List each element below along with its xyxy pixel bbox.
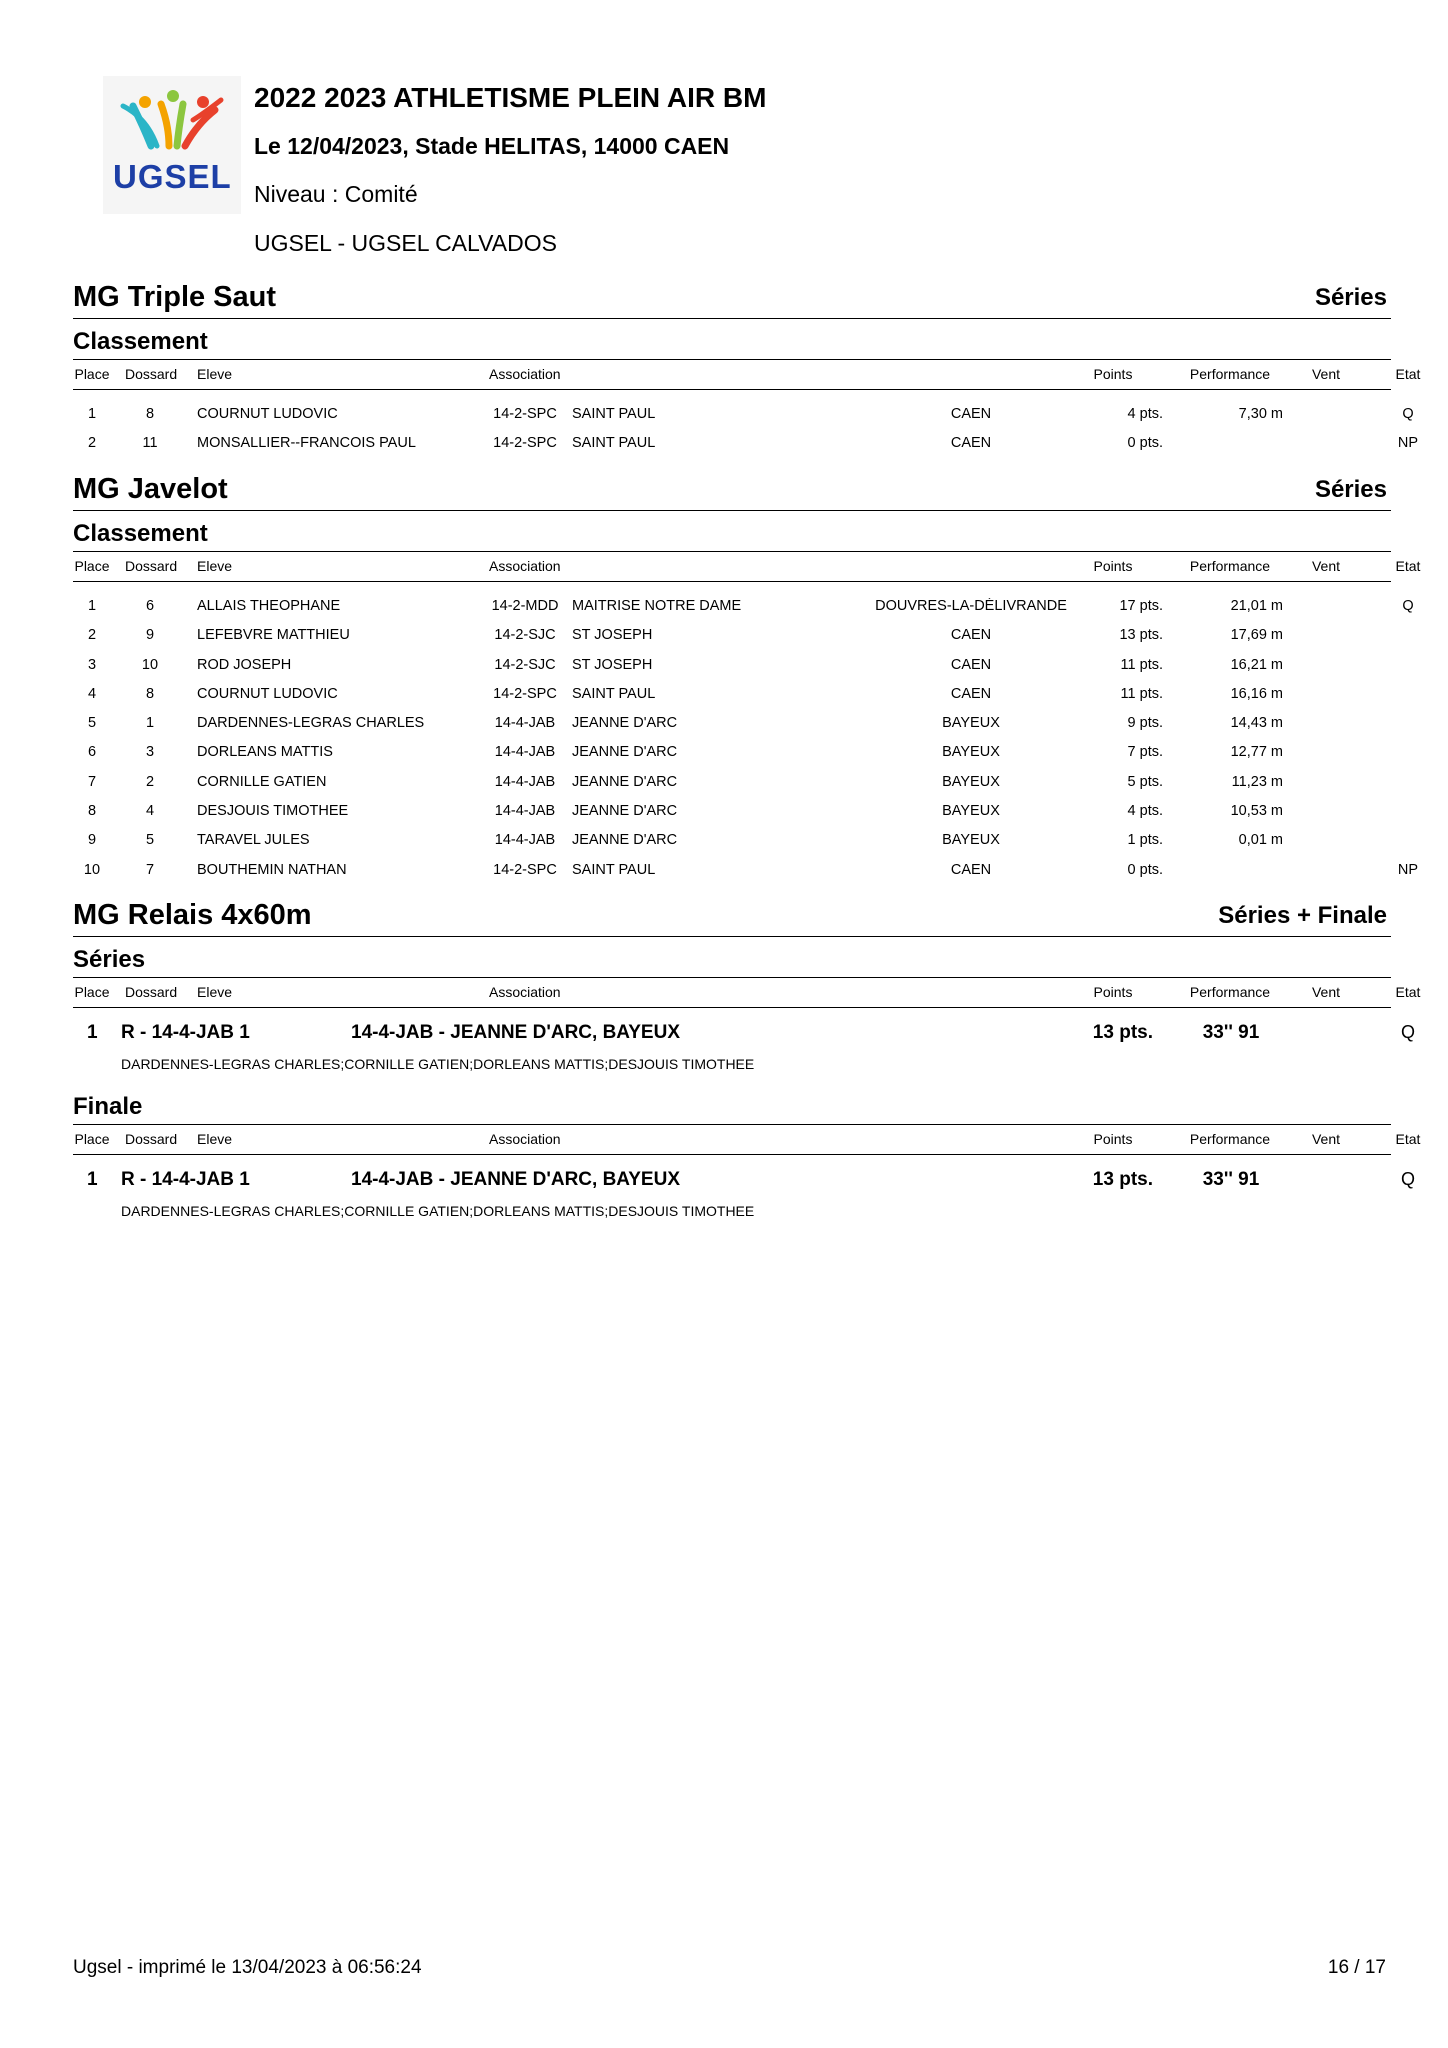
col-eleve: Eleve: [197, 558, 233, 574]
points-cell: 13 pts.: [1119, 627, 1163, 644]
points-cell: 4 pts.: [1127, 803, 1163, 820]
athlete-name-cell: COURNUT LUDOVIC: [197, 685, 338, 702]
event-header: [73, 470, 1391, 511]
result-row: [73, 768, 1391, 797]
col-dossard: Dossard: [125, 558, 178, 574]
col-performance: Performance: [1189, 558, 1271, 574]
dossard-cell: 7: [145, 861, 155, 878]
ugsel-logo: [103, 76, 241, 214]
col-points: Points: [1093, 366, 1133, 382]
athlete-name-cell: DORLEANS MATTIS: [197, 744, 333, 761]
place-cell: 8: [87, 803, 97, 820]
points-cell: 7 pts.: [1127, 744, 1163, 761]
dossard-cell: 6: [145, 598, 155, 614]
athlete-name-cell: ROD JOSEPH: [197, 656, 292, 673]
dossard-cell: 4: [145, 803, 155, 820]
points-cell: 11 pts.: [1120, 656, 1163, 673]
points-cell: 4 pts.: [1127, 406, 1163, 422]
athlete-name-cell: DARDENNES-LEGRAS CHARLES: [197, 715, 425, 732]
place-cell: 7: [87, 773, 97, 790]
col-etat: Etat: [1395, 366, 1421, 382]
performance-cell: 12,77 m: [1230, 744, 1283, 761]
logo-wordmark: UGSEL: [113, 158, 232, 195]
relay-points: 13 pts.: [1092, 1169, 1153, 1190]
column-headers: [73, 1125, 1421, 1155]
result-row: [73, 400, 1414, 429]
event-title: MG Relais 4x60m: [73, 899, 312, 931]
result-row: [73, 429, 1419, 458]
performance-cell: 10,53 m: [1230, 803, 1283, 820]
document-title: 2022 2023 ATHLETISME PLEIN AIR BM: [254, 82, 767, 113]
col-eleve: Eleve: [197, 984, 233, 1000]
dossard-cell: 8: [145, 685, 155, 702]
result-row: [73, 592, 1414, 621]
relay-members: DARDENNES-LEGRAS CHARLES;CORNILLE GATIEN;DORLEANS MATTIS;DESJOUIS TIMOTHEE: [121, 1203, 755, 1219]
results-list: [73, 582, 1419, 885]
col-performance: Performance: [1189, 1131, 1271, 1147]
round-title: Finale: [73, 1093, 143, 1120]
athlete-name-cell: DESJOUIS TIMOTHEE: [197, 803, 349, 820]
athlete-name-cell: LEFEBVRE MATTHIEU: [197, 627, 350, 644]
dossard-cell: 2: [145, 773, 155, 790]
athlete-name-cell: TARAVEL JULES: [197, 832, 310, 849]
city-cell: CAEN: [950, 435, 992, 452]
school-name-cell: JEANNE D'ARC: [572, 715, 678, 732]
place-cell: 10: [83, 861, 101, 878]
city-cell: BAYEUX: [942, 832, 1000, 849]
col-vent: Vent: [1311, 366, 1341, 382]
round-header: [73, 943, 1391, 978]
city-cell: CAEN: [950, 861, 992, 878]
col-vent: Vent: [1311, 558, 1341, 574]
performance-cell: 16,16 m: [1230, 685, 1283, 702]
event-round-type: Séries + Finale: [1218, 902, 1387, 929]
event-round-type: Séries: [1314, 476, 1387, 503]
col-vent: Vent: [1311, 1131, 1341, 1147]
result-row: [73, 621, 1391, 650]
place-cell: 1: [87, 406, 97, 422]
relay-place: 1: [87, 1169, 98, 1190]
school-code-cell: 14-4-JAB: [494, 715, 556, 732]
col-association: Association: [489, 366, 561, 382]
dossard-cell: 9: [145, 627, 155, 644]
etat-cell: NP: [1397, 861, 1419, 878]
page-number: 16 / 17: [1327, 1957, 1386, 1978]
etat-cell: NP: [1397, 435, 1419, 452]
relay-etat: Q: [1400, 1169, 1415, 1189]
school-name-cell: MAITRISE NOTRE DAME: [572, 598, 742, 614]
col-points: Points: [1093, 984, 1133, 1000]
school-name-cell: JEANNE D'ARC: [572, 744, 678, 761]
school-code-cell: 14-2-SPC: [493, 406, 557, 422]
city-cell: BAYEUX: [942, 715, 1000, 732]
place-cell: 2: [87, 435, 97, 452]
points-cell: 9 pts.: [1127, 715, 1163, 732]
col-place: Place: [74, 366, 110, 382]
round-header: [73, 517, 1391, 552]
result-row: [73, 680, 1391, 709]
relay-team: R - 14-4-JAB 1: [121, 1022, 250, 1043]
column-headers: [73, 360, 1421, 390]
city-cell: CAEN: [950, 406, 992, 422]
points-cell: 1 pts.: [1127, 832, 1163, 849]
round-title: Séries: [73, 946, 146, 973]
dossard-cell: 11: [142, 435, 158, 452]
dossard-cell: 8: [145, 406, 155, 422]
col-performance: Performance: [1189, 984, 1271, 1000]
performance-cell: 17,69 m: [1230, 627, 1283, 644]
organizer: UGSEL - UGSEL CALVADOS: [254, 230, 557, 256]
col-dossard: Dossard: [125, 984, 178, 1000]
athlete-name-cell: CORNILLE GATIEN: [197, 773, 327, 790]
col-dossard: Dossard: [125, 366, 178, 382]
school-name-cell: ST JOSEPH: [572, 656, 653, 673]
results-list: [73, 390, 1419, 459]
event-triple-saut: [73, 278, 1421, 459]
column-headers: [73, 978, 1421, 1008]
col-association: Association: [489, 1131, 561, 1147]
city-cell: BAYEUX: [942, 803, 1000, 820]
relay-association: 14-4-JAB - JEANNE D'ARC, BAYEUX: [351, 1022, 681, 1043]
col-vent: Vent: [1311, 984, 1341, 1000]
city-cell: DOUVRES-LA-DÉLIVRANDE: [875, 598, 1067, 614]
place-cell: 5: [87, 715, 97, 732]
event-header: [73, 278, 1391, 319]
performance-cell: 16,21 m: [1230, 656, 1283, 673]
etat-cell: Q: [1402, 406, 1414, 422]
performance-cell: 0,01 m: [1238, 832, 1283, 849]
col-etat: Etat: [1395, 984, 1421, 1000]
city-cell: CAEN: [950, 627, 992, 644]
athlete-name-cell: COURNUT LUDOVIC: [197, 406, 338, 422]
print-timestamp: Ugsel - imprimé le 13/04/2023 à 06:56:24: [73, 1957, 422, 1978]
relay-team: R - 14-4-JAB 1: [121, 1169, 250, 1190]
col-points: Points: [1093, 1131, 1133, 1147]
result-row: [73, 738, 1391, 767]
city-cell: CAEN: [950, 656, 992, 673]
col-etat: Etat: [1395, 558, 1421, 574]
school-name-cell: ST JOSEPH: [572, 627, 653, 644]
points-cell: 11 pts.: [1120, 685, 1163, 702]
place-cell: 6: [87, 744, 97, 761]
school-code-cell: 14-4-JAB: [494, 832, 556, 849]
points-cell: 0 pts.: [1127, 861, 1163, 878]
performance-cell: 7,30 m: [1238, 406, 1283, 422]
performance-cell: 11,23 m: [1231, 773, 1283, 790]
col-etat: Etat: [1395, 1131, 1421, 1147]
school-name-cell: SAINT PAUL: [572, 861, 656, 878]
relay-performance: 33'' 91: [1202, 1169, 1260, 1190]
competition-level: Niveau : Comité: [254, 181, 418, 207]
relay-result-row: [73, 1008, 1415, 1078]
event-header: [73, 896, 1391, 937]
place-cell: 9: [87, 832, 97, 849]
col-dossard: Dossard: [125, 1131, 178, 1147]
school-code-cell: 14-2-SPC: [493, 685, 557, 702]
city-cell: BAYEUX: [942, 744, 1000, 761]
round-series: [73, 943, 1421, 1078]
points-cell: 0 pts.: [1127, 435, 1163, 452]
round-header: [73, 325, 1391, 360]
col-place: Place: [74, 1131, 110, 1147]
result-row: [73, 826, 1391, 855]
dossard-cell: 5: [145, 832, 155, 849]
round-finale: [73, 1090, 1421, 1225]
place-cell: 1: [87, 598, 97, 614]
result-row: [73, 651, 1391, 680]
round-title: Classement: [73, 328, 208, 355]
school-name-cell: SAINT PAUL: [572, 685, 656, 702]
col-eleve: Eleve: [197, 366, 233, 382]
round-title: Classement: [73, 520, 208, 547]
col-performance: Performance: [1189, 366, 1271, 382]
city-cell: BAYEUX: [942, 773, 1000, 790]
athlete-name-cell: BOUTHEMIN NATHAN: [197, 861, 347, 878]
school-name-cell: JEANNE D'ARC: [572, 803, 678, 820]
round-header: [73, 1090, 1391, 1125]
place-cell: 3: [87, 656, 97, 673]
event-round-type: Séries: [1314, 284, 1387, 311]
school-name-cell: SAINT PAUL: [572, 435, 656, 452]
performance-cell: 14,43 m: [1230, 715, 1283, 732]
school-code-cell: 14-2-SJC: [494, 656, 556, 673]
event-javelot: [73, 470, 1421, 885]
col-association: Association: [489, 984, 561, 1000]
event-date-location: Le 12/04/2023, Stade HELITAS, 14000 CAEN: [254, 133, 730, 159]
school-name-cell: SAINT PAUL: [572, 406, 656, 422]
result-row: [73, 797, 1391, 826]
place-cell: 2: [87, 627, 97, 644]
dossard-cell: 10: [141, 656, 159, 673]
school-code-cell: 14-4-JAB: [494, 744, 556, 761]
performance-cell: 21,01 m: [1230, 598, 1283, 614]
relay-etat: Q: [1400, 1022, 1415, 1042]
relay-place: 1: [87, 1022, 98, 1043]
points-cell: 17 pts.: [1119, 598, 1163, 614]
athlete-name-cell: ALLAIS THEOPHANE: [197, 598, 341, 614]
school-name-cell: JEANNE D'ARC: [572, 832, 678, 849]
city-cell: CAEN: [950, 685, 992, 702]
relay-performance: 33'' 91: [1202, 1022, 1260, 1043]
relay-points: 13 pts.: [1092, 1022, 1153, 1043]
result-row: [73, 856, 1419, 885]
event-relais-4x60m: [73, 896, 1421, 1225]
column-headers: [73, 552, 1421, 582]
school-code-cell: 14-4-JAB: [494, 773, 556, 790]
athletes-logo-icon: [103, 76, 241, 156]
school-name-cell: JEANNE D'ARC: [572, 773, 678, 790]
col-place: Place: [74, 984, 110, 1000]
col-association: Association: [489, 558, 561, 574]
school-code-cell: 14-2-SPC: [493, 861, 557, 878]
school-code-cell: 14-2-SJC: [494, 627, 556, 644]
dossard-cell: 3: [145, 744, 155, 761]
result-row: [73, 709, 1391, 738]
relay-result-row: [73, 1155, 1415, 1225]
school-code-cell: 14-2-SPC: [493, 435, 557, 452]
school-code-cell: 14-2-MDD: [491, 598, 559, 614]
col-points: Points: [1093, 558, 1133, 574]
etat-cell: Q: [1402, 598, 1414, 614]
event-title: MG Triple Saut: [73, 281, 277, 313]
relay-association: 14-4-JAB - JEANNE D'ARC, BAYEUX: [351, 1169, 681, 1190]
col-eleve: Eleve: [197, 1131, 233, 1147]
event-title: MG Javelot: [73, 473, 228, 505]
col-place: Place: [74, 558, 110, 574]
athlete-name-cell: MONSALLIER--FRANCOIS PAUL: [197, 435, 416, 452]
school-code-cell: 14-4-JAB: [494, 803, 556, 820]
points-cell: 5 pts.: [1127, 773, 1163, 790]
relay-members: DARDENNES-LEGRAS CHARLES;CORNILLE GATIEN;DORLEANS MATTIS;DESJOUIS TIMOTHEE: [121, 1056, 755, 1072]
dossard-cell: 1: [145, 715, 155, 732]
place-cell: 4: [87, 685, 97, 702]
